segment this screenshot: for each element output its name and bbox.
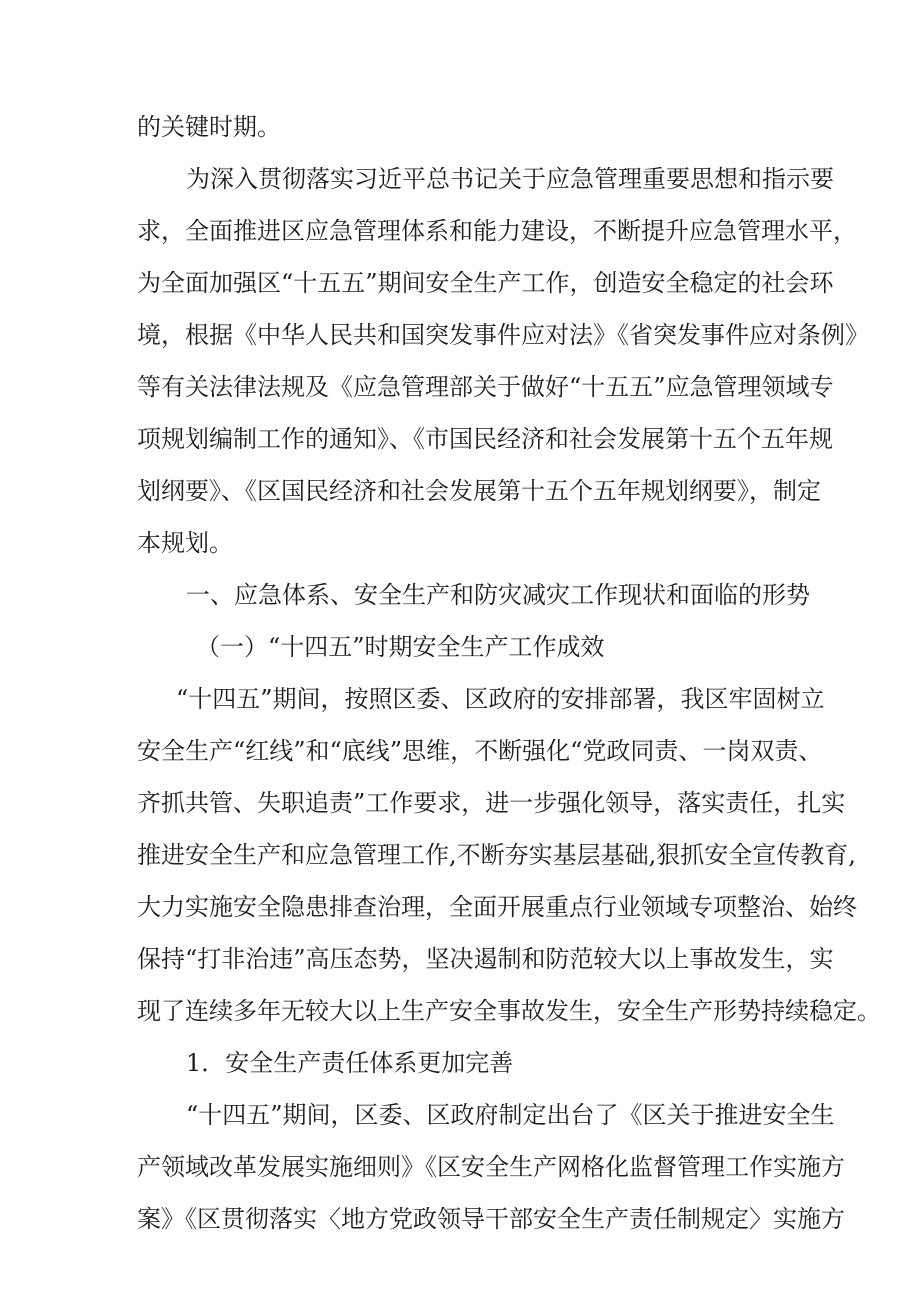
text-line-13: 安全生产“红线”和“底线”思维，不断强化“党政同责、一岗双责、 [137,737,823,765]
text-line-12: “十四五”期间，按照区委、区政府的安排部署，我区牢固树立 [176,685,825,713]
text-line-21: 产领域改革发展实施细则》《区安全生产网格化监督管理工作实施方 [137,1153,845,1181]
text-line-2: 为深入贯彻落实习近平总书记关于应急管理重要思想和指示要 [186,165,834,193]
text-line-7: 项规划编制工作的通知》、《市国民经济和社会发展第十五个五年规 [137,425,833,453]
text-line-17: 保持“打非治违”高压态势，坚决遏制和防范较大以上事故发生，实 [137,945,834,973]
text-line-15: 推进安全生产和应急管理工作,不断夯实基层基础,狠抓安全宣传教育, [137,841,856,869]
text-line-5: 境，根据《中华人民共和国突发事件应对法》《省突发事件应对条例》 [137,321,869,349]
text-line-3: 求，全面推进区应急管理体系和能力建设，不断提升应急管理水平， [137,217,857,245]
text-line-18: 现了连续多年无较大以上生产安全事故发生，安全生产形势持续稳定。 [137,997,881,1025]
subsection-heading-1: （一）“十四五”时期安全生产工作成效 [196,633,605,661]
text-line-9: 本规划。 [137,529,233,557]
text-line-4: 为全面加强区“十五五”期间安全生产工作，创造安全稳定的社会环 [137,269,834,297]
text-line-22: 案》《区贯彻落实〈地方党政领导干部安全生产责任制规定〉实施方 [137,1205,845,1233]
numbered-heading-1: 1．安全生产责任体系更加完善 [186,1049,514,1077]
text-line-6: 等有关法律法规及《应急管理部关于做好“十五五”应急管理领域专 [137,373,834,401]
text-line-1: 的关键时期。 [137,113,281,141]
section-heading-1: 一、应急体系、安全生产和防灾减灾工作现状和面临的形势 [186,581,810,609]
text-line-8: 划纲要》、《区国民经济和社会发展第十五个五年规划纲要》，制定 [137,477,821,505]
text-line-16: 大力实施安全隐患排查治理，全面开展重点行业领域专项整治、始终 [137,893,857,921]
text-line-14: 齐抓共管、失职追责”工作要求，进一步强化领导，落实责任，扎实 [137,789,846,817]
text-line-20: “十四五”期间，区委、区政府制定出台了《区关于推进安全生 [186,1101,835,1129]
